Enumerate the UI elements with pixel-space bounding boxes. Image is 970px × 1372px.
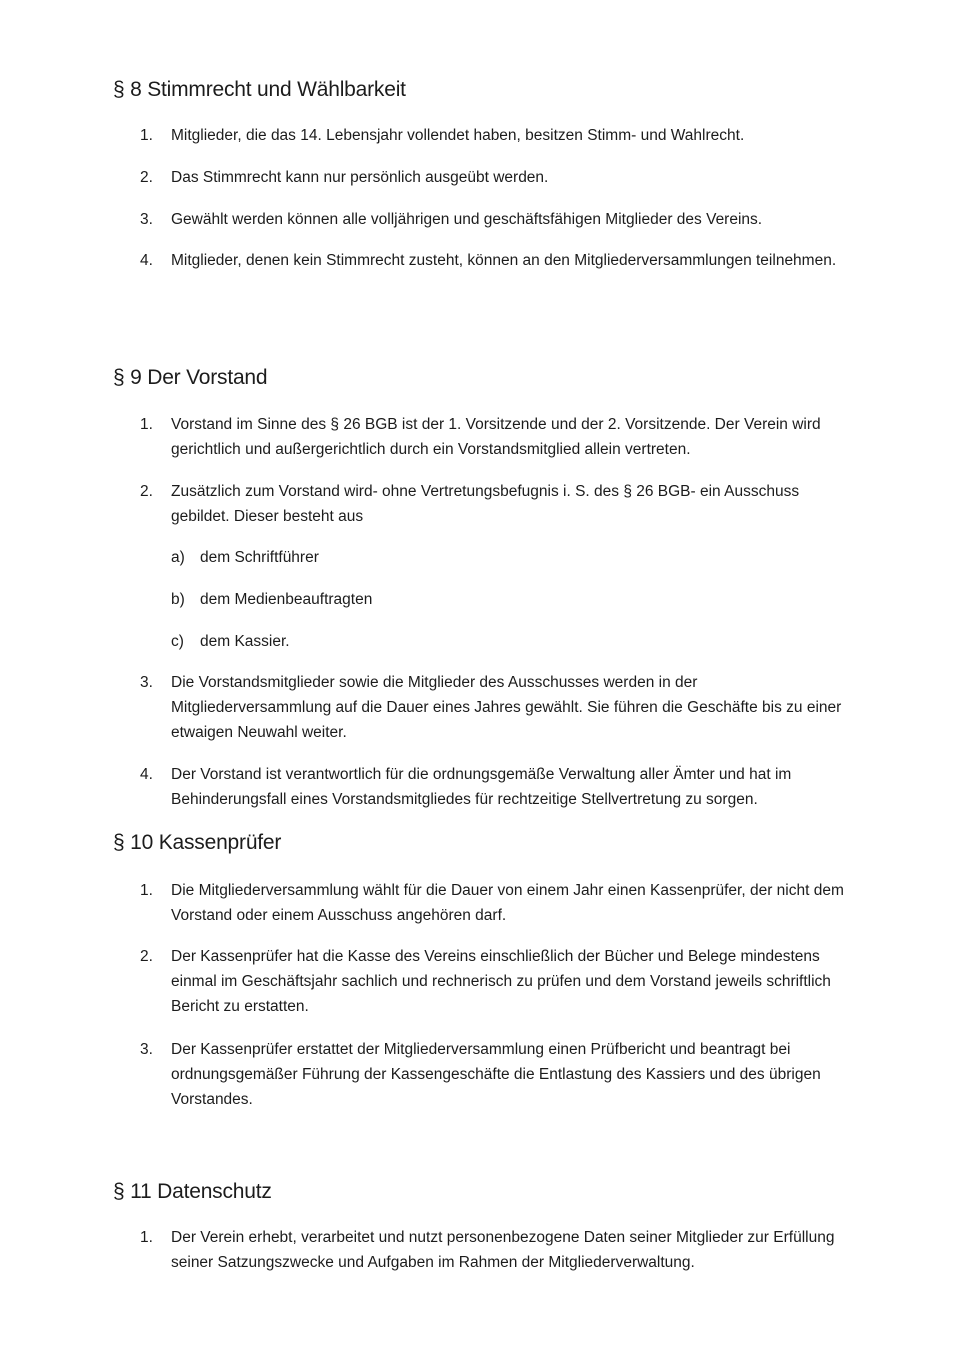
- sub-list-item: [171, 629, 290, 654]
- item-text: Mitglieder, denen kein Stimmrecht zusteht, können an den Mitgliederversammlungen teilnehmen.: [171, 252, 837, 269]
- list-item: [140, 1225, 860, 1275]
- section-heading-9: § 9 Der Vorstand: [113, 366, 268, 389]
- list-item: [140, 878, 860, 928]
- list-item: [140, 207, 860, 232]
- list-item: [140, 944, 860, 1019]
- sub-item-letter: c): [171, 633, 184, 650]
- list-item: [140, 670, 860, 745]
- item-text: Die Mitgliederversammlung wählt für die Dauer von einem Jahr einen Kassenprüfer, der nicht dem Vorstand oder einem Ausschuss angehören darf.: [171, 882, 844, 924]
- list-item: [140, 412, 860, 462]
- sub-list-item: [171, 545, 319, 570]
- item-number: 2.: [140, 948, 153, 965]
- item-text: Mitglieder, die das 14. Lebensjahr vollendet haben, besitzen Stimm- und Wahlrecht.: [171, 127, 745, 144]
- item-text: Der Kassenprüfer erstattet der Mitgliederversammlung einen Prüfbericht und beantragt bei ordnungsgemäßer Führung der Kassengeschäfte die Entlastung des Kassiers und des übrigen Vorstandes.: [171, 1041, 821, 1108]
- item-number: 2.: [140, 169, 153, 186]
- section-heading-10: § 10 Kassenprüfer: [113, 831, 282, 854]
- section-heading-8: § 8 Stimmrecht und Wählbarkeit: [113, 78, 406, 101]
- list-item: [140, 248, 860, 273]
- list-item: [140, 479, 860, 529]
- item-number: 1.: [140, 416, 153, 433]
- sub-item-text: dem Kassier.: [200, 633, 290, 650]
- item-number: 1.: [140, 882, 153, 899]
- item-number: 3.: [140, 211, 153, 228]
- item-number: 2.: [140, 483, 153, 500]
- list-item: [140, 762, 860, 812]
- item-text: Vorstand im Sinne des § 26 BGB ist der 1. Vorsitzende und der 2. Vorsitzende. Der Verein wird gerichtlich und außergerichtlich durch ein Vorstandsmitglied allein vertreten.: [171, 416, 821, 458]
- item-number: 3.: [140, 674, 153, 691]
- list-item: [140, 123, 860, 148]
- sub-item-letter: b): [171, 591, 185, 608]
- item-number: 4.: [140, 766, 153, 783]
- item-text: Gewählt werden können alle volljährigen und geschäftsfähigen Mitglieder des Vereins.: [171, 211, 763, 228]
- list-item: [140, 1037, 860, 1112]
- item-text: Der Vorstand ist verantwortlich für die ordnungsgemäße Verwaltung aller Ämter und hat im Behinderungsfall eines Vorstandsmitgliedes für rechtzeitige Stellvertretung zu sorgen.: [171, 766, 792, 808]
- sub-item-text: dem Medienbeauftragten: [200, 591, 373, 608]
- item-number: 1.: [140, 127, 153, 144]
- item-text: Der Verein erhebt, verarbeitet und nutzt personenbezogene Daten seiner Mitglieder zur Erfüllung seiner Satzungszwecke und Aufgaben im Rahmen der Mitgliederverwaltung.: [171, 1229, 835, 1271]
- sub-list-item: [171, 587, 372, 612]
- item-number: 4.: [140, 252, 153, 269]
- list-item: [140, 165, 860, 190]
- item-number: 3.: [140, 1041, 153, 1058]
- item-number: 1.: [140, 1229, 153, 1246]
- item-text: Der Kassenprüfer hat die Kasse des Vereins einschließlich der Bücher und Belege mindestens einmal im Geschäftsjahr sachlich und rechnerisch zu prüfen und dem Vorstand jeweils schriftlich Bericht zu erstatten.: [171, 948, 831, 1015]
- item-text: Das Stimmrecht kann nur persönlich ausgeübt werden.: [171, 169, 549, 186]
- item-text: Zusätzlich zum Vorstand wird- ohne Vertretungsbefugnis i. S. des § 26 BGB- ein Ausschuss gebildet. Dieser besteht aus: [171, 483, 800, 525]
- sub-item-letter: a): [171, 549, 185, 566]
- item-text: Die Vorstandsmitglieder sowie die Mitglieder des Ausschusses werden in der Mitgliederversammlung auf die Dauer eines Jahres gewählt. Sie führen die Geschäfte bis zu einer etwaigen Neuwahl weiter.: [171, 674, 842, 741]
- section-heading-11: § 11 Datenschutz: [113, 1180, 272, 1203]
- sub-item-text: dem Schriftführer: [200, 549, 319, 566]
